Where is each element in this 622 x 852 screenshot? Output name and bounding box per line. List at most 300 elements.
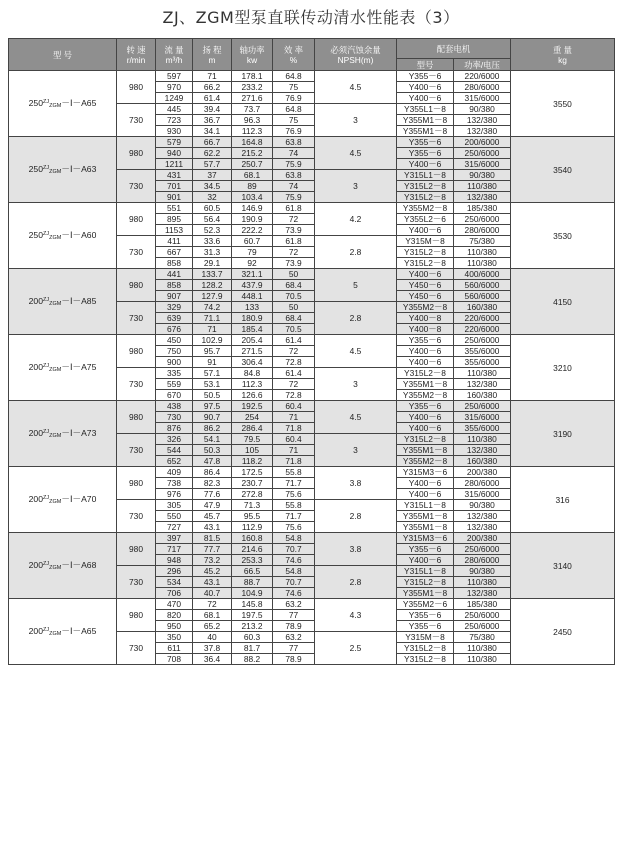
efficiency-cell: 75 bbox=[273, 82, 315, 93]
weight-cell: 2450 bbox=[511, 599, 615, 665]
model-number: 250 bbox=[28, 229, 43, 240]
shaft-power-cell: 253.3 bbox=[232, 555, 273, 566]
motor-type-cell: Y355L1－8 bbox=[397, 104, 454, 115]
model-series-sup: ZJ bbox=[42, 626, 50, 633]
shaft-power-cell: 145.8 bbox=[232, 599, 273, 610]
speed-cell: 980 bbox=[117, 533, 156, 566]
model-series-sub: ZGM bbox=[49, 630, 62, 637]
speed-cell: 730 bbox=[117, 170, 156, 203]
model-series-sub: ZGM bbox=[49, 432, 62, 439]
efficiency-cell: 54.8 bbox=[273, 533, 315, 544]
shaft-power-cell: 192.5 bbox=[232, 401, 273, 412]
motor-power-cell: 560/6000 bbox=[454, 280, 511, 291]
motor-power-cell: 250/6000 bbox=[454, 148, 511, 159]
motor-power-cell: 160/380 bbox=[454, 390, 511, 401]
flow-cell: 900 bbox=[156, 357, 193, 368]
efficiency-cell: 63.2 bbox=[273, 599, 315, 610]
shaft-power-cell: 172.5 bbox=[232, 467, 273, 478]
model-suffix: －Ⅰ－A75 bbox=[61, 361, 97, 372]
motor-type-cell: Y400－6 bbox=[397, 269, 454, 280]
weight-cell: 3190 bbox=[511, 401, 615, 467]
table-header bbox=[9, 39, 615, 71]
speed-cell: 980 bbox=[117, 137, 156, 170]
model-suffix: －Ⅰ－A60 bbox=[61, 229, 97, 240]
motor-power-cell: 250/6000 bbox=[454, 214, 511, 225]
model-number: 250 bbox=[28, 163, 43, 174]
shaft-power-cell: 112.9 bbox=[232, 522, 273, 533]
motor-power-cell: 355/6000 bbox=[454, 423, 511, 434]
motor-power-cell: 110/380 bbox=[454, 434, 511, 445]
motor-type-cell: Y315L2－8 bbox=[397, 181, 454, 192]
motor-power-cell: 355/6000 bbox=[454, 346, 511, 357]
head-cell: 54.1 bbox=[193, 434, 232, 445]
model-number: 200 bbox=[28, 559, 43, 570]
npsh-cell: 3 bbox=[315, 170, 397, 203]
head-cell: 102.9 bbox=[193, 335, 232, 346]
motor-type-cell: Y400－6 bbox=[397, 159, 454, 170]
speed-cell: 730 bbox=[117, 368, 156, 401]
motor-type-cell: Y355M1－8 bbox=[397, 445, 454, 456]
weight-cell: 3140 bbox=[511, 533, 615, 599]
table-row bbox=[9, 401, 615, 412]
motor-type-cell: Y355M2－8 bbox=[397, 302, 454, 313]
motor-type-cell: Y315L2－8 bbox=[397, 192, 454, 203]
head-cell: 77.7 bbox=[193, 544, 232, 555]
motor-type-cell: Y355L2－6 bbox=[397, 214, 454, 225]
speed-cell: 730 bbox=[117, 566, 156, 599]
model-series-sub: ZGM bbox=[49, 300, 62, 307]
motor-power-cell: 280/6000 bbox=[454, 478, 511, 489]
model-number: 200 bbox=[28, 361, 43, 372]
header-speed: 转 速 r/min bbox=[117, 39, 156, 71]
motor-power-cell: 132/380 bbox=[454, 126, 511, 137]
flow-cell: 706 bbox=[156, 588, 193, 599]
flow-cell: 326 bbox=[156, 434, 193, 445]
model-group bbox=[9, 71, 615, 137]
flow-cell: 652 bbox=[156, 456, 193, 467]
motor-power-cell: 132/380 bbox=[454, 379, 511, 390]
head-cell: 95.7 bbox=[193, 346, 232, 357]
motor-power-cell: 220/6000 bbox=[454, 71, 511, 82]
efficiency-cell: 63.2 bbox=[273, 632, 315, 643]
shaft-power-cell: 205.4 bbox=[232, 335, 273, 346]
shaft-power-cell: 112.3 bbox=[232, 379, 273, 390]
model-series-sup: ZJ bbox=[42, 560, 50, 567]
shaft-power-cell: 79 bbox=[232, 247, 273, 258]
head-cell: 127.9 bbox=[193, 291, 232, 302]
flow-cell: 296 bbox=[156, 566, 193, 577]
shaft-power-cell: 250.7 bbox=[232, 159, 273, 170]
motor-power-cell: 185/380 bbox=[454, 599, 511, 610]
motor-power-cell: 132/380 bbox=[454, 511, 511, 522]
motor-type-cell: Y400－6 bbox=[397, 225, 454, 236]
flow-cell: 534 bbox=[156, 577, 193, 588]
shaft-power-cell: 118.2 bbox=[232, 456, 273, 467]
motor-power-cell: 200/380 bbox=[454, 467, 511, 478]
model-series-sub: ZGM bbox=[49, 564, 62, 571]
motor-power-cell: 315/6000 bbox=[454, 489, 511, 500]
shaft-power-cell: 104.9 bbox=[232, 588, 273, 599]
motor-power-cell: 132/380 bbox=[454, 522, 511, 533]
motor-type-cell: Y355－6 bbox=[397, 621, 454, 632]
efficiency-cell: 74.6 bbox=[273, 588, 315, 599]
motor-type-cell: Y355M2－8 bbox=[397, 390, 454, 401]
model-suffix: －Ⅰ－A63 bbox=[61, 163, 97, 174]
model-cell bbox=[9, 533, 117, 599]
head-cell: 57.7 bbox=[193, 159, 232, 170]
motor-power-cell: 90/380 bbox=[454, 500, 511, 511]
model-group bbox=[9, 533, 615, 599]
shaft-power-cell: 112.3 bbox=[232, 126, 273, 137]
head-cell: 66.2 bbox=[193, 82, 232, 93]
motor-power-cell: 90/380 bbox=[454, 170, 511, 181]
weight-cell: 3550 bbox=[511, 71, 615, 137]
head-cell: 52.3 bbox=[193, 225, 232, 236]
motor-type-cell: Y315M3－6 bbox=[397, 533, 454, 544]
head-cell: 62.2 bbox=[193, 148, 232, 159]
efficiency-cell: 71.8 bbox=[273, 456, 315, 467]
shaft-power-cell: 178.1 bbox=[232, 71, 273, 82]
efficiency-cell: 76.9 bbox=[273, 93, 315, 104]
motor-power-cell: 315/6000 bbox=[454, 159, 511, 170]
head-cell: 82.3 bbox=[193, 478, 232, 489]
weight-cell: 3530 bbox=[511, 203, 615, 269]
header-npsh: 必须汽蚀余量 NPSH(m) bbox=[315, 39, 397, 71]
motor-power-cell: 132/380 bbox=[454, 115, 511, 126]
head-cell: 71.1 bbox=[193, 313, 232, 324]
flow-cell: 329 bbox=[156, 302, 193, 313]
motor-type-cell: Y315L2－8 bbox=[397, 643, 454, 654]
motor-power-cell: 110/380 bbox=[454, 181, 511, 192]
head-cell: 50.3 bbox=[193, 445, 232, 456]
header-weight: 重 量 kg bbox=[511, 39, 615, 71]
npsh-cell: 2.8 bbox=[315, 302, 397, 335]
npsh-cell: 4.3 bbox=[315, 599, 397, 632]
flow-cell: 551 bbox=[156, 203, 193, 214]
motor-type-cell: Y355M1－8 bbox=[397, 379, 454, 390]
shaft-power-cell: 185.4 bbox=[232, 324, 273, 335]
efficiency-cell: 72.8 bbox=[273, 357, 315, 368]
table-row bbox=[9, 533, 615, 544]
efficiency-cell: 78.9 bbox=[273, 621, 315, 632]
head-cell: 43.1 bbox=[193, 577, 232, 588]
table-row bbox=[9, 467, 615, 478]
motor-power-cell: 110/380 bbox=[454, 247, 511, 258]
shaft-power-cell: 160.8 bbox=[232, 533, 273, 544]
flow-cell: 820 bbox=[156, 610, 193, 621]
efficiency-cell: 50 bbox=[273, 302, 315, 313]
efficiency-cell: 60.4 bbox=[273, 434, 315, 445]
shaft-power-cell: 286.4 bbox=[232, 423, 273, 434]
weight-cell: 3540 bbox=[511, 137, 615, 203]
shaft-power-cell: 272.8 bbox=[232, 489, 273, 500]
motor-power-cell: 160/380 bbox=[454, 302, 511, 313]
header-flow: 流 量 m³/h bbox=[156, 39, 193, 71]
npsh-cell: 4.5 bbox=[315, 335, 397, 368]
motor-power-cell: 185/380 bbox=[454, 203, 511, 214]
shaft-power-cell: 164.8 bbox=[232, 137, 273, 148]
efficiency-cell: 64.8 bbox=[273, 71, 315, 82]
flow-cell: 970 bbox=[156, 82, 193, 93]
motor-type-cell: Y355－6 bbox=[397, 544, 454, 555]
efficiency-cell: 74 bbox=[273, 181, 315, 192]
efficiency-cell: 74.6 bbox=[273, 555, 315, 566]
flow-cell: 411 bbox=[156, 236, 193, 247]
shaft-power-cell: 88.7 bbox=[232, 577, 273, 588]
flow-cell: 305 bbox=[156, 500, 193, 511]
header-motor-power: 功率/电压 bbox=[454, 59, 511, 71]
efficiency-cell: 71.7 bbox=[273, 511, 315, 522]
shaft-power-cell: 271.5 bbox=[232, 346, 273, 357]
header-motor: 配套电机 bbox=[397, 39, 511, 59]
head-cell: 57.1 bbox=[193, 368, 232, 379]
head-cell: 43.1 bbox=[193, 522, 232, 533]
motor-type-cell: Y315L2－8 bbox=[397, 368, 454, 379]
shaft-power-cell: 213.2 bbox=[232, 621, 273, 632]
npsh-cell: 4.5 bbox=[315, 401, 397, 434]
efficiency-cell: 75 bbox=[273, 115, 315, 126]
efficiency-cell: 70.7 bbox=[273, 544, 315, 555]
shaft-power-cell: 89 bbox=[232, 181, 273, 192]
flow-cell: 858 bbox=[156, 280, 193, 291]
motor-power-cell: 132/380 bbox=[454, 192, 511, 203]
speed-cell: 980 bbox=[117, 203, 156, 236]
shaft-power-cell: 73.7 bbox=[232, 104, 273, 115]
head-cell: 45.7 bbox=[193, 511, 232, 522]
efficiency-cell: 61.8 bbox=[273, 203, 315, 214]
head-cell: 47.8 bbox=[193, 456, 232, 467]
efficiency-cell: 71 bbox=[273, 445, 315, 456]
head-cell: 40.7 bbox=[193, 588, 232, 599]
shaft-power-cell: 95.5 bbox=[232, 511, 273, 522]
motor-type-cell: Y315M－8 bbox=[397, 632, 454, 643]
shaft-power-cell: 190.9 bbox=[232, 214, 273, 225]
motor-power-cell: 355/6000 bbox=[454, 357, 511, 368]
model-series-sup: ZJ bbox=[42, 362, 50, 369]
flow-cell: 907 bbox=[156, 291, 193, 302]
motor-type-cell: Y355－6 bbox=[397, 148, 454, 159]
motor-power-cell: 315/6000 bbox=[454, 412, 511, 423]
model-cell bbox=[9, 71, 117, 137]
motor-power-cell: 220/6000 bbox=[454, 313, 511, 324]
head-cell: 36.7 bbox=[193, 115, 232, 126]
motor-power-cell: 90/380 bbox=[454, 566, 511, 577]
model-group bbox=[9, 137, 615, 203]
head-cell: 34.1 bbox=[193, 126, 232, 137]
flow-cell: 940 bbox=[156, 148, 193, 159]
model-series-sub: ZGM bbox=[49, 168, 62, 175]
motor-type-cell: Y355M1－8 bbox=[397, 511, 454, 522]
npsh-cell: 2.5 bbox=[315, 632, 397, 665]
model-series-sub: ZGM bbox=[49, 498, 62, 505]
motor-power-cell: 110/380 bbox=[454, 643, 511, 654]
table-row bbox=[9, 137, 615, 148]
model-group bbox=[9, 599, 615, 665]
efficiency-cell: 75.6 bbox=[273, 522, 315, 533]
head-cell: 74.2 bbox=[193, 302, 232, 313]
motor-type-cell: Y315L2－8 bbox=[397, 247, 454, 258]
head-cell: 86.4 bbox=[193, 467, 232, 478]
shaft-power-cell: 254 bbox=[232, 412, 273, 423]
flow-cell: 438 bbox=[156, 401, 193, 412]
header-motor-type: 型号 bbox=[397, 59, 454, 71]
efficiency-cell: 70.5 bbox=[273, 291, 315, 302]
model-suffix: －Ⅰ－A65 bbox=[61, 625, 97, 636]
efficiency-cell: 54.8 bbox=[273, 566, 315, 577]
head-cell: 97.5 bbox=[193, 401, 232, 412]
motor-type-cell: Y315M－8 bbox=[397, 236, 454, 247]
motor-power-cell: 250/6000 bbox=[454, 401, 511, 412]
speed-cell: 980 bbox=[117, 71, 156, 104]
flow-cell: 876 bbox=[156, 423, 193, 434]
model-suffix: －Ⅰ－A85 bbox=[61, 295, 97, 306]
motor-type-cell: Y315L2－8 bbox=[397, 258, 454, 269]
head-cell: 133.7 bbox=[193, 269, 232, 280]
shaft-power-cell: 66.5 bbox=[232, 566, 273, 577]
speed-cell: 730 bbox=[117, 302, 156, 335]
table-row bbox=[9, 335, 615, 346]
head-cell: 77.6 bbox=[193, 489, 232, 500]
model-number: 250 bbox=[28, 97, 43, 108]
head-cell: 91 bbox=[193, 357, 232, 368]
efficiency-cell: 55.8 bbox=[273, 467, 315, 478]
model-group bbox=[9, 203, 615, 269]
efficiency-cell: 75.6 bbox=[273, 489, 315, 500]
motor-power-cell: 250/6000 bbox=[454, 544, 511, 555]
flow-cell: 559 bbox=[156, 379, 193, 390]
head-cell: 31.3 bbox=[193, 247, 232, 258]
shaft-power-cell: 215.2 bbox=[232, 148, 273, 159]
motor-type-cell: Y355－6 bbox=[397, 137, 454, 148]
motor-type-cell: Y450－6 bbox=[397, 280, 454, 291]
npsh-cell: 5 bbox=[315, 269, 397, 302]
flow-cell: 723 bbox=[156, 115, 193, 126]
flow-cell: 639 bbox=[156, 313, 193, 324]
flow-cell: 727 bbox=[156, 522, 193, 533]
motor-type-cell: Y315L2－8 bbox=[397, 434, 454, 445]
speed-cell: 730 bbox=[117, 434, 156, 467]
model-series-sup: ZJ bbox=[42, 98, 50, 105]
motor-power-cell: 250/6000 bbox=[454, 335, 511, 346]
model-group bbox=[9, 467, 615, 533]
motor-type-cell: Y400－6 bbox=[397, 93, 454, 104]
efficiency-cell: 71 bbox=[273, 412, 315, 423]
motor-type-cell: Y355－6 bbox=[397, 71, 454, 82]
shaft-power-cell: 133 bbox=[232, 302, 273, 313]
motor-type-cell: Y355M1－8 bbox=[397, 588, 454, 599]
flow-cell: 717 bbox=[156, 544, 193, 555]
efficiency-cell: 60.4 bbox=[273, 401, 315, 412]
flow-cell: 441 bbox=[156, 269, 193, 280]
flow-cell: 597 bbox=[156, 71, 193, 82]
efficiency-cell: 68.4 bbox=[273, 280, 315, 291]
motor-power-cell: 132/380 bbox=[454, 588, 511, 599]
efficiency-cell: 63.8 bbox=[273, 137, 315, 148]
shaft-power-cell: 222.2 bbox=[232, 225, 273, 236]
model-series-sup: ZJ bbox=[42, 428, 50, 435]
head-cell: 71 bbox=[193, 324, 232, 335]
shaft-power-cell: 271.6 bbox=[232, 93, 273, 104]
flow-cell: 579 bbox=[156, 137, 193, 148]
model-cell bbox=[9, 203, 117, 269]
shaft-power-cell: 437.9 bbox=[232, 280, 273, 291]
weight-cell: 3210 bbox=[511, 335, 615, 401]
head-cell: 39.4 bbox=[193, 104, 232, 115]
flow-cell: 895 bbox=[156, 214, 193, 225]
head-cell: 68.1 bbox=[193, 610, 232, 621]
motor-power-cell: 110/380 bbox=[454, 577, 511, 588]
model-series-sup: ZJ bbox=[42, 230, 50, 237]
model-series-sup: ZJ bbox=[42, 164, 50, 171]
model-cell bbox=[9, 401, 117, 467]
flow-cell: 667 bbox=[156, 247, 193, 258]
motor-type-cell: Y315L1－8 bbox=[397, 170, 454, 181]
efficiency-cell: 71.7 bbox=[273, 478, 315, 489]
efficiency-cell: 63.8 bbox=[273, 170, 315, 181]
shaft-power-cell: 214.6 bbox=[232, 544, 273, 555]
speed-cell: 980 bbox=[117, 269, 156, 302]
flow-cell: 708 bbox=[156, 654, 193, 665]
performance-table bbox=[8, 38, 615, 665]
model-group bbox=[9, 269, 615, 335]
efficiency-cell: 78.9 bbox=[273, 654, 315, 665]
npsh-cell: 3 bbox=[315, 104, 397, 137]
page-title: ZJ、ZGM型泵直联传动清水性能表（3） bbox=[162, 8, 460, 27]
motor-type-cell: Y355－6 bbox=[397, 401, 454, 412]
motor-power-cell: 560/6000 bbox=[454, 291, 511, 302]
model-cell bbox=[9, 269, 117, 335]
flow-cell: 670 bbox=[156, 390, 193, 401]
shaft-power-cell: 88.2 bbox=[232, 654, 273, 665]
flow-cell: 730 bbox=[156, 412, 193, 423]
motor-type-cell: Y450－6 bbox=[397, 291, 454, 302]
head-cell: 90.7 bbox=[193, 412, 232, 423]
flow-cell: 409 bbox=[156, 467, 193, 478]
flow-cell: 350 bbox=[156, 632, 193, 643]
table-row bbox=[9, 203, 615, 214]
model-series-sub: ZGM bbox=[49, 102, 62, 109]
weight-cell: 4150 bbox=[511, 269, 615, 335]
efficiency-cell: 75.9 bbox=[273, 192, 315, 203]
motor-type-cell: Y400－6 bbox=[397, 346, 454, 357]
shaft-power-cell: 126.6 bbox=[232, 390, 273, 401]
model-number: 200 bbox=[28, 427, 43, 438]
head-cell: 40 bbox=[193, 632, 232, 643]
npsh-cell: 2.8 bbox=[315, 500, 397, 533]
efficiency-cell: 68.4 bbox=[273, 313, 315, 324]
motor-power-cell: 220/6000 bbox=[454, 324, 511, 335]
head-cell: 86.2 bbox=[193, 423, 232, 434]
flow-cell: 738 bbox=[156, 478, 193, 489]
motor-type-cell: Y355M1－8 bbox=[397, 522, 454, 533]
motor-power-cell: 110/380 bbox=[454, 368, 511, 379]
flow-cell: 544 bbox=[156, 445, 193, 456]
head-cell: 37 bbox=[193, 170, 232, 181]
npsh-cell: 4.5 bbox=[315, 71, 397, 104]
shaft-power-cell: 60.7 bbox=[232, 236, 273, 247]
shaft-power-cell: 306.4 bbox=[232, 357, 273, 368]
head-cell: 65.2 bbox=[193, 621, 232, 632]
motor-type-cell: Y355M1－8 bbox=[397, 115, 454, 126]
motor-type-cell: Y355－6 bbox=[397, 335, 454, 346]
header-efficiency: 效 率 % bbox=[273, 39, 315, 71]
model-number: 200 bbox=[28, 493, 43, 504]
motor-type-cell: Y315L1－8 bbox=[397, 566, 454, 577]
head-cell: 128.2 bbox=[193, 280, 232, 291]
npsh-cell: 2.8 bbox=[315, 566, 397, 599]
motor-power-cell: 132/380 bbox=[454, 445, 511, 456]
motor-type-cell: Y400－6 bbox=[397, 489, 454, 500]
